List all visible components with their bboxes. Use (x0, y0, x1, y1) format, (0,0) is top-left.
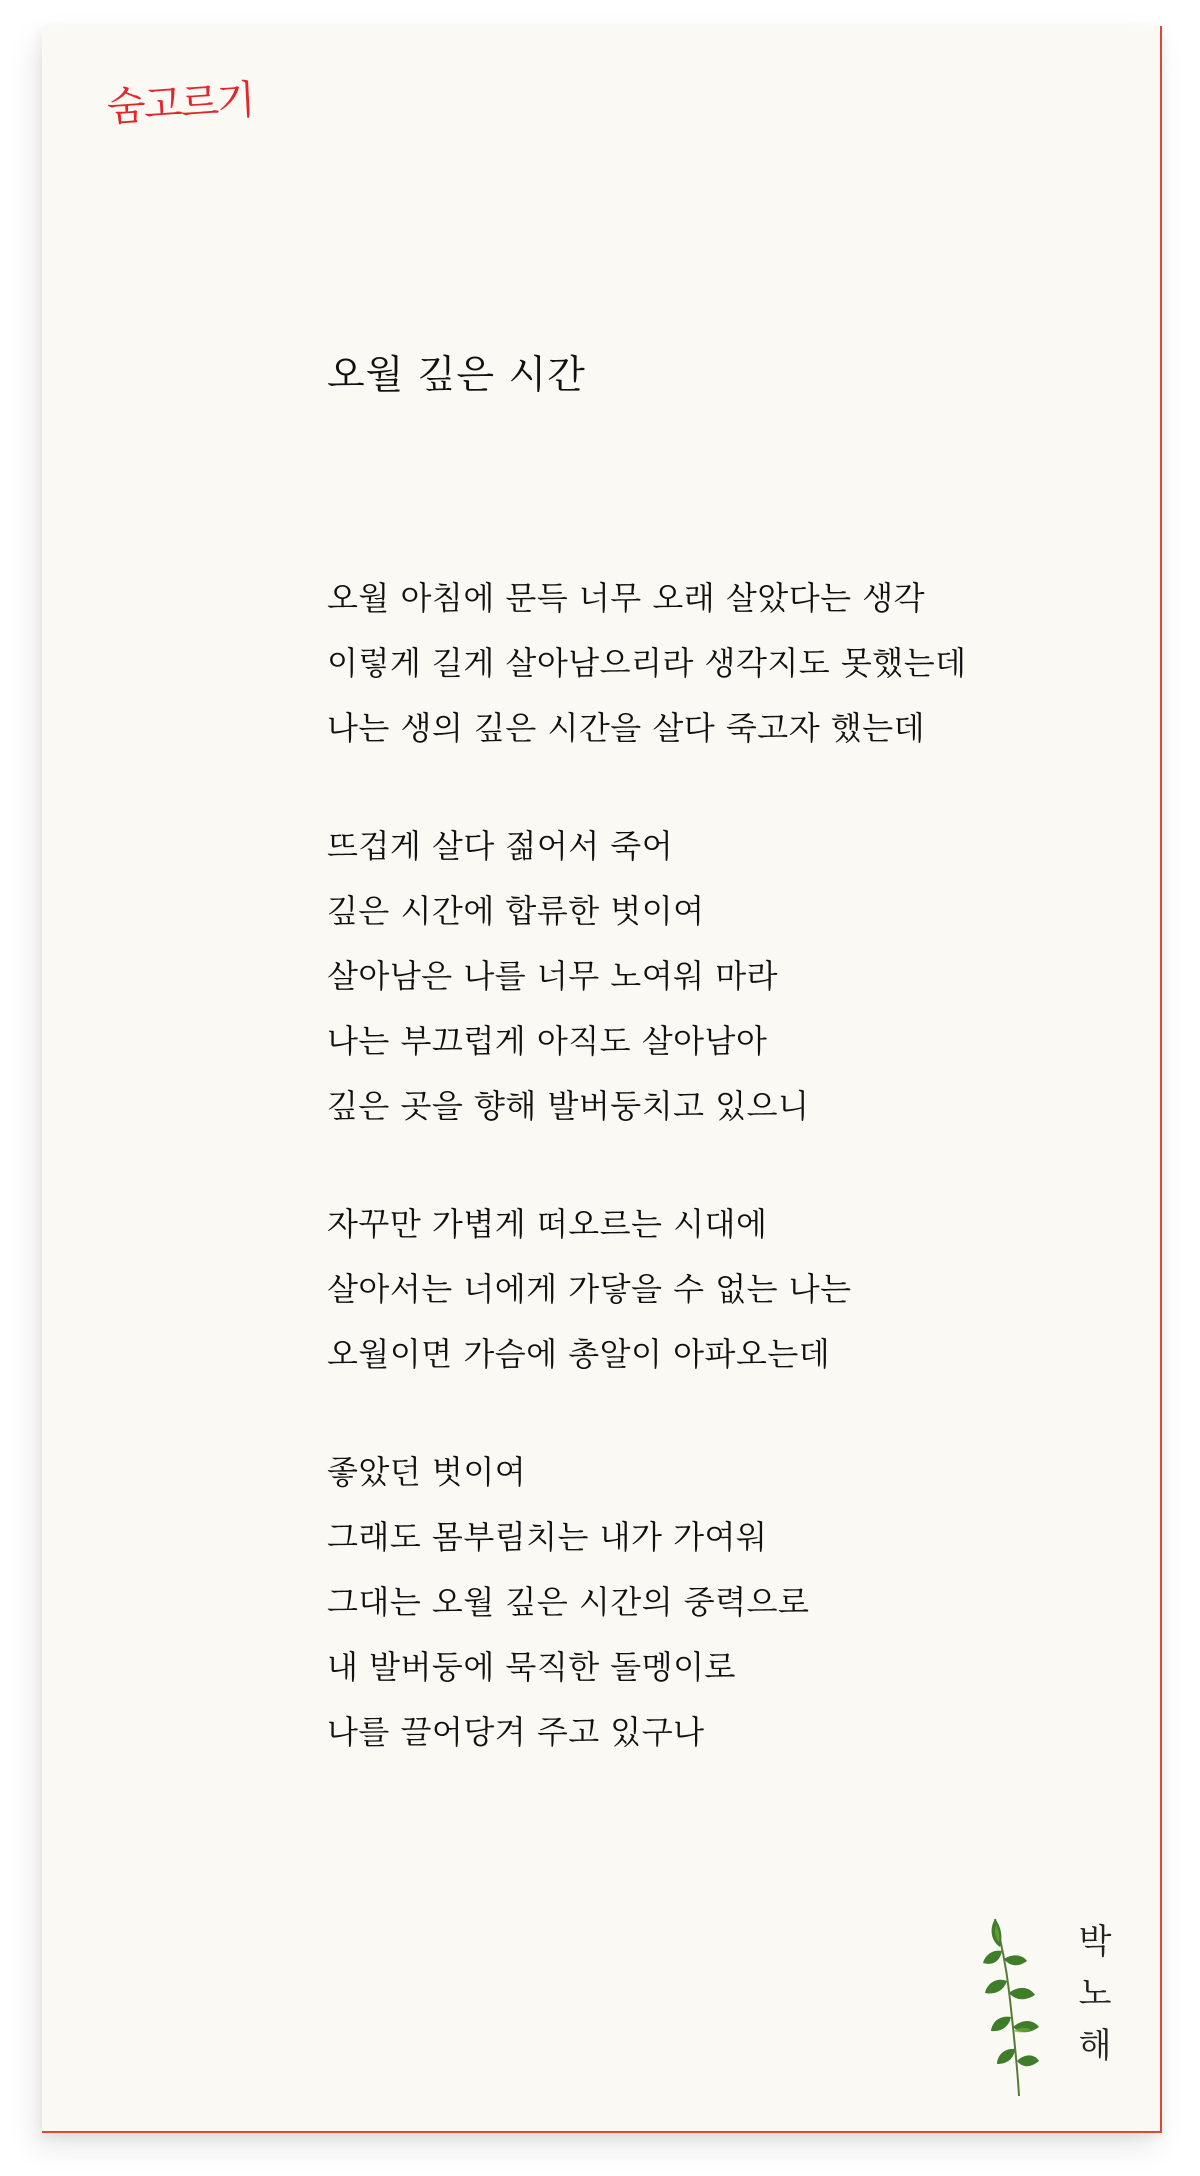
poem-title: 오월 깊은 시간 (327, 353, 586, 398)
poem-line: 오월이면 가슴에 총알이 아파오는데 (327, 1335, 831, 1373)
signature (967, 1911, 1167, 2111)
author-signature (1075, 1916, 1115, 2072)
poem-line: 살아서는 너에게 가닿을 수 없는 나는 (327, 1270, 852, 1308)
poem-line: 깊은 시간에 합류한 벗이여 (327, 892, 705, 930)
author-char: 박 (1078, 1922, 1112, 1962)
stanza-4 (327, 1440, 1087, 1765)
brand-logo[interactable]: 숨고르기 (105, 77, 255, 131)
poem-line: 오월 아침에 문득 너무 오래 살았다는 생각 (327, 579, 926, 617)
poem-line: 뜨겁게 살다 젊어서 죽어 (327, 827, 674, 865)
stanza-1 (327, 566, 1087, 761)
poem-line: 내 발버둥에 묵직한 돌멩이로 (327, 1648, 736, 1686)
stanza-3 (327, 1192, 1087, 1387)
author-char: 노 (1078, 1974, 1112, 2014)
poem-line: 좋았던 벗이여 (327, 1453, 527, 1491)
poem-line: 깊은 곳을 향해 발버둥치고 있으니 (327, 1087, 810, 1125)
poem-line: 그대는 오월 깊은 시간의 중력으로 (327, 1583, 810, 1621)
poem-line: 살아남은 나를 너무 노여워 마라 (327, 957, 779, 995)
poem-line: 나는 부끄럽게 아직도 살아남아 (327, 1022, 768, 1060)
leaf-sprig-icon (967, 1911, 1067, 2101)
author-char: 해 (1078, 2026, 1112, 2066)
poem-line: 자꾸만 가볍게 떠오르는 시대에 (327, 1205, 768, 1243)
poem-body (327, 566, 1087, 1818)
poem-line: 그래도 몸부림치는 내가 가여워 (327, 1518, 768, 1556)
stanza-2 (327, 814, 1087, 1139)
poem-line: 나를 끌어당겨 주고 있구나 (327, 1713, 705, 1751)
poem-line: 이렇게 길게 살아남으리라 생각지도 못했는데 (327, 644, 967, 682)
poem-card (42, 26, 1162, 2133)
poem-line: 나는 생의 깊은 시간을 살다 죽고자 했는데 (327, 709, 926, 747)
